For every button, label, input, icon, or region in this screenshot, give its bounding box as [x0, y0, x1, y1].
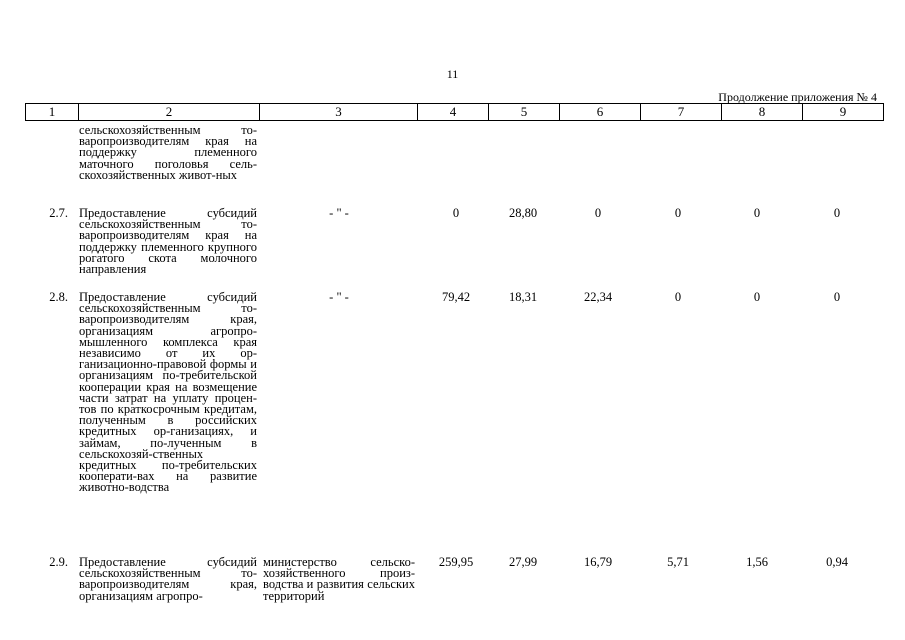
- row-value-col6: 16,79: [583, 555, 613, 569]
- row-description: Предоставление субсидий сельскохозяйственным то-варопроизводителям края на поддержку племенного крупного рогатого скота молочного направления: [79, 206, 257, 277]
- row-executor: министерство сельско-хозяйственного произ-водства и развития сельских территорий: [263, 555, 415, 603]
- row-value-col7: 0: [674, 290, 682, 304]
- header-col-3: 3: [260, 104, 418, 121]
- row-value-col4: 0: [452, 206, 460, 220]
- row-value-col5: 27,99: [508, 555, 538, 569]
- column-header-table: [25, 103, 884, 121]
- row-value-col9: 0: [833, 206, 841, 220]
- row-description: Предоставление субсидий сельскохозяйственным то-варопроизводителям края, организациям агропро-: [79, 555, 257, 603]
- header-col-5: 5: [489, 104, 560, 121]
- row-executor: - " -: [329, 206, 349, 220]
- header-col-7: 7: [641, 104, 722, 121]
- row-value-col8: 0: [753, 290, 761, 304]
- header-col-8: 8: [722, 104, 803, 121]
- row-value-col6: 0: [594, 206, 602, 220]
- row-value-col9: 0,94: [826, 555, 848, 569]
- row-value-col5: 18,31: [508, 290, 538, 304]
- row-number: 2.7.: [49, 206, 68, 220]
- row-value-col8: 1,56: [746, 555, 768, 569]
- row-value-col4: 259,95: [438, 555, 474, 569]
- row-value-col8: 0: [753, 206, 761, 220]
- row-value-col5: 28,80: [508, 206, 538, 220]
- row-value-col7: 5,71: [667, 555, 689, 569]
- row-number: 2.9.: [49, 555, 68, 569]
- fragment-text: сельскохозяйственным то-варопроизводителям края на поддержку племенного маточного поголовья сель-скохозяйственных живот-ных: [79, 123, 257, 182]
- row-value-col4: 79,42: [441, 290, 471, 304]
- header-col-2: 2: [79, 104, 260, 121]
- row-value-col7: 0: [674, 206, 682, 220]
- row-value-col9: 0: [833, 290, 841, 304]
- continuation-label: Продолжение приложения № 4: [718, 90, 877, 104]
- header-col-6: 6: [560, 104, 641, 121]
- row-number: 2.8.: [49, 290, 68, 304]
- row-description: Предоставление субсидий сельскохозяйственным то-варопроизводителям края, организациям агропро-мышленного комплекса края независимо от их ор-ганизационно-правовой формы и организациям по-требительской кооперации края на возмещение части затрат на уплату процен-тов по краткосрочным кредитам, полученным в российских кредитных ор-ганизациях, и займам, по-лученным в сельскохозяй-ственных кредитных по-требительских кооперати-вах на развитие животно-водства: [79, 290, 257, 495]
- header-col-4: 4: [418, 104, 489, 121]
- page-number: 11: [446, 67, 459, 81]
- row-value-col6: 22,34: [583, 290, 613, 304]
- row-executor: - " -: [329, 290, 349, 304]
- header-col-9: 9: [803, 104, 884, 121]
- header-col-1: 1: [26, 104, 79, 121]
